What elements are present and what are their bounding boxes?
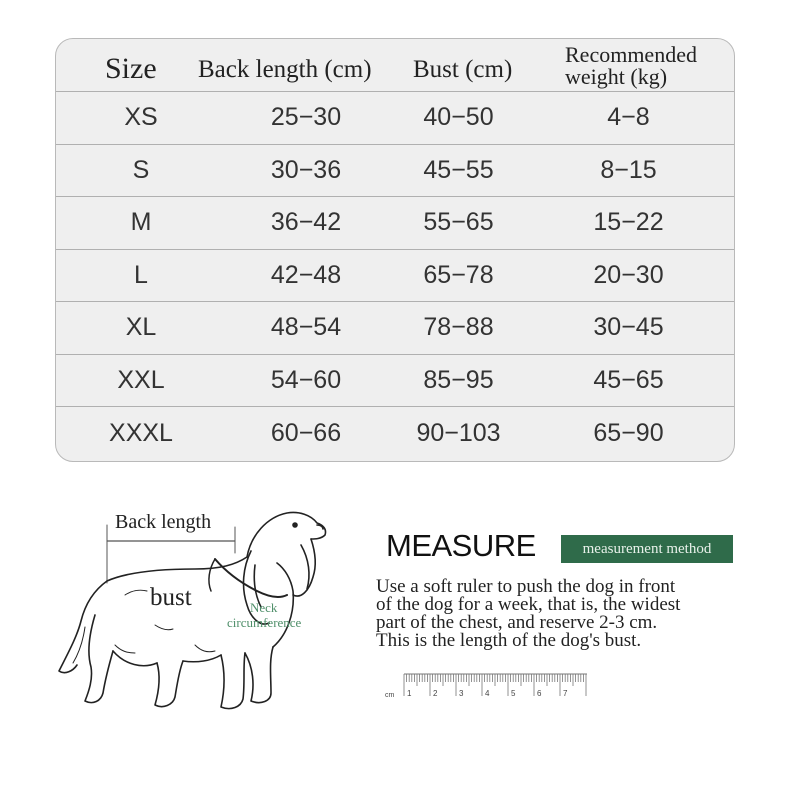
table-row (56, 302, 734, 355)
size-chart-table (55, 38, 735, 462)
weight-cell: 20−30 (593, 260, 664, 289)
description-line: Use a soft ruler to push the dog in front (376, 576, 676, 597)
bust-cell: 85−95 (423, 365, 494, 394)
back-length-cell: 54−60 (270, 365, 342, 394)
size-cell: L (134, 260, 148, 289)
table-row (56, 407, 734, 460)
back-length-cell: 30−36 (270, 155, 342, 184)
back-length-cell: 25−30 (270, 103, 342, 132)
bust-cell: 65−78 (423, 260, 494, 289)
ruler-unit-label: cm (385, 692, 395, 699)
table-row (56, 355, 734, 408)
weight-cell: 45−65 (593, 365, 664, 394)
bust-cell: 90−103 (416, 418, 501, 447)
ruler-number: 2 (433, 689, 438, 698)
back-length-label: Back length (115, 511, 212, 533)
back-length-cell: 48−54 (270, 313, 342, 342)
header-size: Size (105, 52, 157, 85)
measurement-diagram (55, 495, 355, 735)
header-back-length: Back length (cm) (198, 56, 372, 83)
neck-label: Neck (250, 600, 278, 615)
ruler-number: 6 (537, 689, 542, 698)
size-cell: XXL (117, 365, 165, 394)
header-bust: Bust (cm) (413, 56, 513, 83)
weight-cell: 4−8 (607, 103, 650, 132)
table-row (56, 250, 734, 303)
weight-cell: 15−22 (593, 208, 664, 237)
description-line: of the dog for a week, that is, the widest (376, 594, 681, 615)
bust-cell: 45−55 (423, 155, 494, 184)
bust-cell: 40−50 (423, 103, 494, 132)
ruler-number: 4 (485, 689, 490, 698)
weight-cell: 65−90 (593, 418, 664, 447)
measurement-method-badge: measurement method (561, 535, 733, 563)
size-cell: S (132, 155, 150, 184)
back-length-cell: 60−66 (270, 418, 342, 447)
table-header-row (56, 39, 734, 92)
table-row (56, 197, 734, 250)
size-cell: XS (124, 103, 158, 132)
ruler-number: 5 (511, 689, 516, 698)
bust-cell: 78−88 (423, 313, 494, 342)
measure-title: MEASURE (386, 528, 536, 563)
description-line: This is the length of the dog's bust. (376, 630, 642, 651)
circumference-label: circumference (227, 615, 302, 630)
table-row (56, 145, 734, 198)
back-length-cell: 42−48 (270, 260, 342, 289)
header-weight-line2: weight (kg) (565, 64, 668, 89)
ruler-number: 1 (407, 689, 412, 698)
ruler-icon (382, 672, 592, 702)
ruler-number: 3 (459, 689, 464, 698)
table-row (56, 92, 734, 145)
ruler-number: 7 (563, 689, 568, 698)
weight-cell: 30−45 (593, 313, 664, 342)
size-cell: XXXL (109, 418, 173, 447)
size-cell: XL (125, 313, 157, 342)
back-length-cell: 36−42 (270, 208, 342, 237)
header-weight-line1: Recommended (565, 42, 697, 67)
description-line: part of the chest, and reserve 2-3 cm. (376, 612, 658, 633)
measure-description (376, 578, 776, 650)
bust-cell: 55−65 (423, 208, 494, 237)
bust-label: bust (150, 584, 192, 611)
size-cell: M (130, 208, 152, 237)
weight-cell: 8−15 (600, 155, 657, 184)
